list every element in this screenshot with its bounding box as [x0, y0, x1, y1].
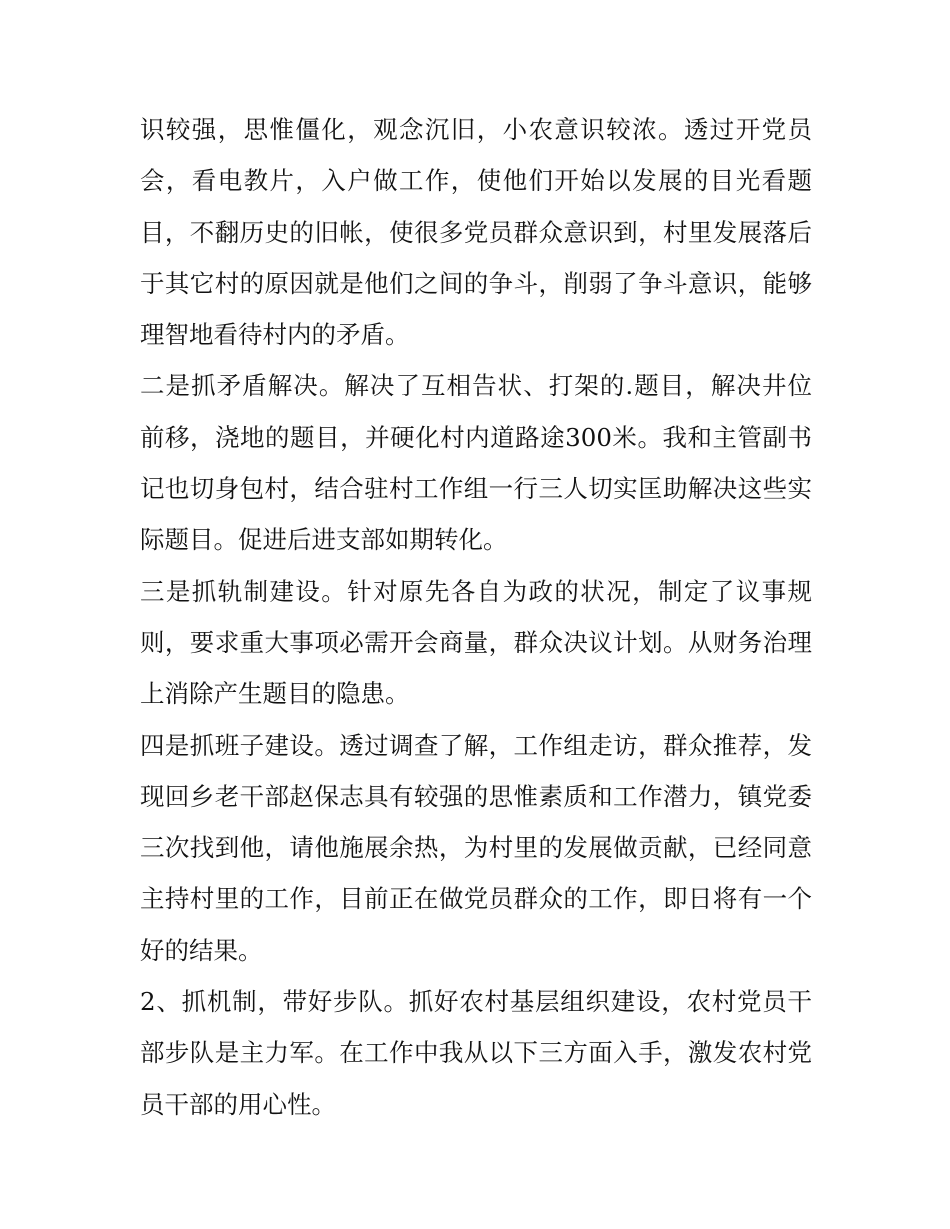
text-line: 则，要求重大事项必需开会商量，群众决议计划。从财务治理 [140, 627, 812, 657]
text-line: 三是抓轨制建设。针对原先各自为政的状况，制定了议事规 [140, 576, 812, 606]
text-line: 记也切身包村，结合驻村工作组一行三人切实匡助解决这些实 [140, 474, 812, 504]
text-line: 四是抓班子建设。透过调查了解，工作组走访，群众推荐，发 [140, 730, 812, 760]
text-line: 现回乡老干部赵保志具有较强的思惟素质和工作潜力，镇党委 [140, 781, 812, 811]
text-line: 上消除产生题目的隐患。 [140, 679, 410, 709]
text-line: 会，看电教片，入户做工作，使他们开始以发展的目光看题 [140, 166, 812, 196]
text-line: 理智地看待村内的矛盾。 [140, 320, 410, 350]
document-body [140, 104, 812, 1130]
text-line: 2、抓机制，带好步队。抓好农村基层组织建设，农村党员干 [140, 987, 812, 1017]
text-line: 于其它村的原因就是他们之间的争斗，削弱了争斗意识，能够 [140, 268, 812, 298]
text-line: 二是抓矛盾解决。解决了互相告状、打架的.题目，解决井位 [140, 371, 812, 401]
text-line: 部步队是主力军。在工作中我从以下三方面入手，激发农村党 [140, 1038, 812, 1068]
text-line: 三次找到他，请他施展余热，为村里的发展做贡献，已经同意 [140, 833, 812, 863]
text-line: 目，不翻历史的旧帐，使很多党员群众意识到，村里发展落后 [140, 217, 812, 247]
text-line: 前移，浇地的题目，并硬化村内道路途300米。我和主管副书 [140, 422, 812, 452]
text-line: 员干部的用心性。 [140, 1089, 336, 1119]
text-line: 好的结果。 [140, 935, 263, 965]
text-line: 识较强，思惟僵化，观念沉旧，小农意识较浓。透过开党员 [140, 115, 812, 144]
text-line: 主持村里的工作，目前正在做党员群众的工作，即日将有一个 [140, 884, 812, 914]
text-line: 际题目。促进后进支部如期转化。 [140, 525, 508, 555]
